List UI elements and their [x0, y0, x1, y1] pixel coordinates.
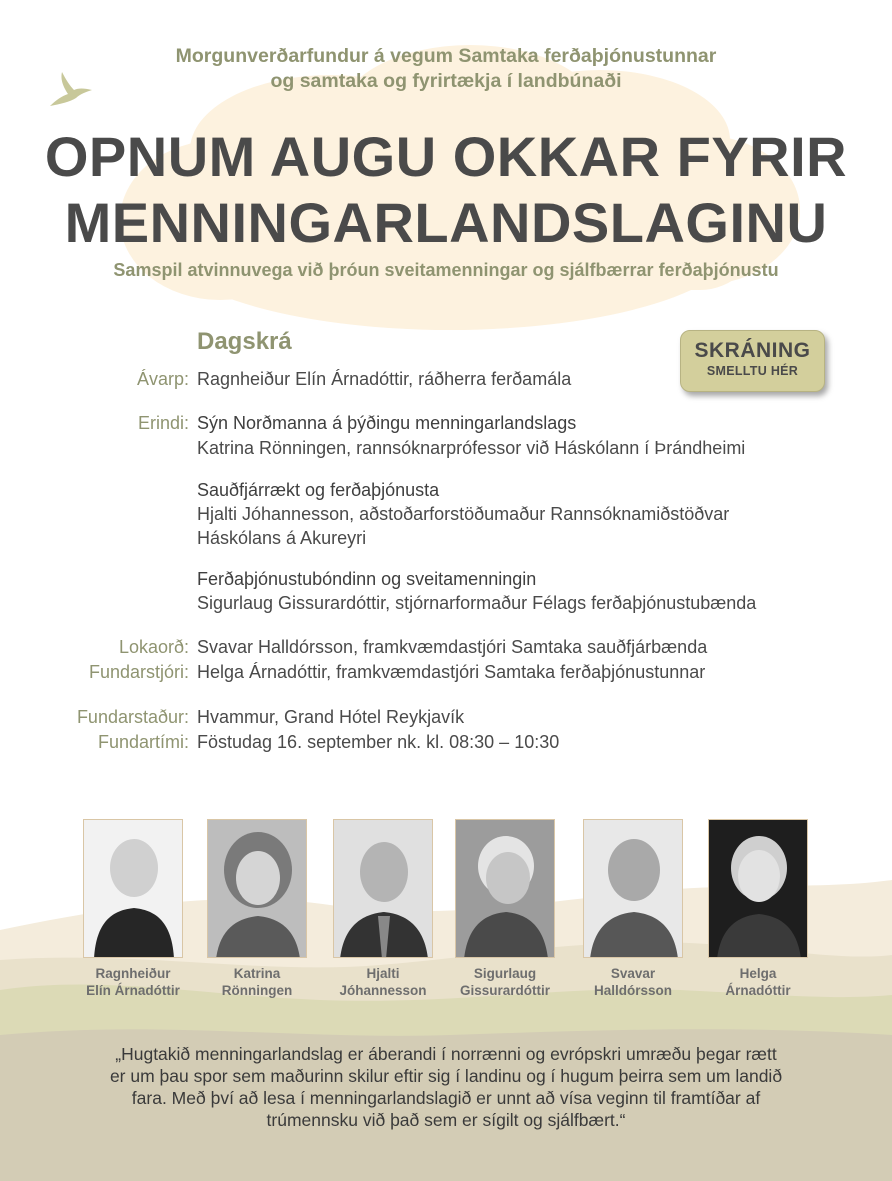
speaker-last-name: Árnadóttir [725, 983, 791, 998]
speaker-last-name: Jóhannesson [339, 983, 427, 998]
closing-label: Lokaorð: [118, 637, 189, 657]
speaker-caption [187, 965, 327, 999]
organizer-line-2: og samtaka og fyrirtækja í landbúnaði [270, 70, 622, 92]
talk-3-speaker: Sigurlaug Gissurardóttir, stjórnarformaður Félags ferðaþjónustubænda [197, 593, 757, 613]
speaker-first-name: Helga [739, 966, 777, 981]
speaker-photo [83, 819, 183, 958]
talk-3-title: Ferðaþjónustubóndinn og sveitamenningin [197, 569, 537, 589]
signup-button[interactable] [680, 330, 825, 392]
speaker-caption [563, 965, 703, 999]
talk-1-title: Sýn Norðmanna á þýðingu menningarlandslags [197, 413, 577, 433]
organizer-line-1: Morgunverðarfundur á vegum Samtaka ferðaþjónustunnar [175, 45, 717, 67]
page-subtitle: Samspil atvinnuvega við þróun sveitamenningar og sjálfbærrar ferðaþjónustu [113, 260, 779, 280]
speaker-last-name: Gissurardóttir [459, 983, 551, 998]
speaker-caption [688, 965, 828, 999]
quote-line: er um þau spor sem maðurinn skilur eftir sig í landinu og í hugum þeirra sem um landið [109, 1066, 783, 1086]
speaker-photo [333, 819, 433, 958]
talks-label: Erindi: [137, 413, 189, 433]
quote-line: fara. Með því að lesa í menningarlandslagið er unnt að vísa veginn til framtíðar af [131, 1088, 761, 1108]
speaker-first-name: Sigurlaug [473, 966, 537, 981]
speaker-photo [207, 819, 307, 958]
venue-label: Fundarstaður: [76, 707, 189, 727]
chair-label: Fundarstjóri: [88, 662, 189, 682]
venue-text: Hvammur, Grand Hótel Reykjavík [197, 707, 465, 727]
page-title [0, 124, 892, 256]
speaker-caption [435, 965, 575, 999]
chair-text: Helga Árnadóttir, framkvæmdastjóri Samtaka ferðaþjónustunnar [197, 662, 706, 682]
opening-text: Ragnheiður Elín Árnadóttir, ráðherra ferðamála [197, 369, 572, 389]
speaker-caption [63, 965, 203, 999]
talk-1-speaker: Katrina Rönningen, rannsóknarprófessor við Háskólann í Þrándheimi [197, 438, 746, 458]
quote-line: trúmennsku við það sem er sígilt og sjálfbært.“ [266, 1110, 626, 1130]
speaker-first-name: Hjalti [366, 966, 400, 981]
speaker-photo [455, 819, 555, 958]
speaker-first-name: Ragnheiður [95, 966, 171, 981]
quote-line: „Hugtakið menningarlandslag er áberandi í norrænni og evrópskri umræðu þegar rætt [115, 1044, 777, 1064]
speaker-last-name: Halldórsson [593, 983, 672, 998]
speaker-first-name: Svavar [610, 966, 656, 981]
time-label: Fundartími: [97, 732, 189, 752]
title-line-1: OPNUM AUGU OKKAR FYRIR [44, 125, 848, 188]
speaker-first-name: Katrina [233, 966, 281, 981]
title-line-2: MENNINGARLANDSLAGINU [64, 191, 828, 254]
speaker-last-name: Elín Árnadóttir [86, 983, 180, 998]
time-text: Föstudag 16. september nk. kl. 08:30 – 10:30 [197, 732, 560, 752]
talk-2-speaker-line-1: Hjalti Jóhannesson, aðstoðarforstöðumaður Rannsóknamiðstöðvar [197, 504, 730, 524]
signup-button-sublabel: SMELLTU HÉR [706, 364, 799, 378]
talk-2-title: Sauðfjárrækt og ferðaþjónusta [197, 480, 440, 500]
agenda-heading: Dagskrá [197, 328, 292, 355]
speaker-photo [708, 819, 808, 958]
organizer-text [0, 44, 892, 94]
talk-2-speaker-line-2: Háskólans á Akureyri [197, 528, 367, 548]
opening-label: Ávarp: [136, 369, 189, 389]
speaker-photo [583, 819, 683, 958]
speaker-last-name: Rönningen [221, 983, 293, 998]
closing-text: Svavar Halldórsson, framkvæmdastjóri Samtaka sauðfjárbænda [197, 637, 708, 657]
quote-block [60, 1043, 832, 1131]
speaker-caption [313, 965, 453, 999]
signup-button-label: SKRÁNING [694, 339, 811, 362]
